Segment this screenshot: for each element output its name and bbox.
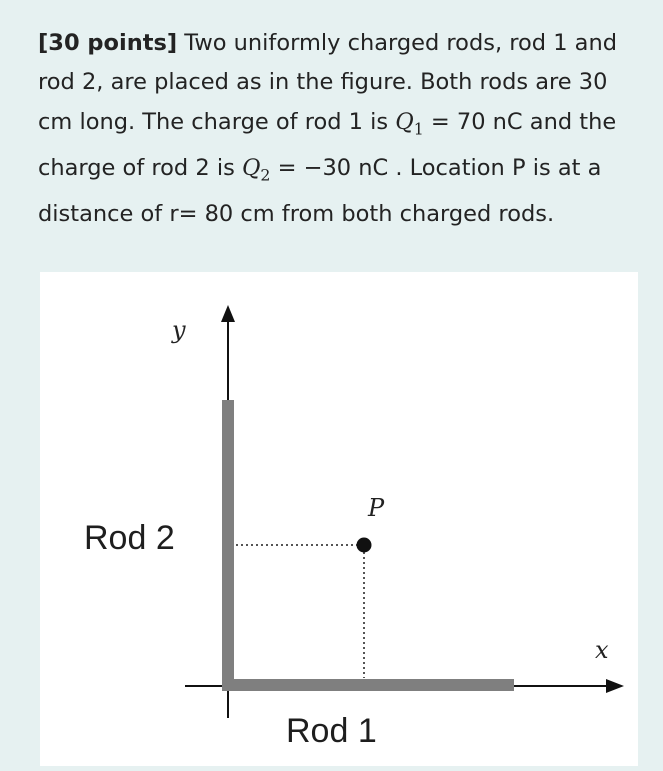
rod-1 bbox=[222, 679, 514, 691]
problem-text-part2: = 70 nC and the charge of rod 2 is bbox=[38, 108, 617, 181]
points-tag: [30 points] bbox=[38, 30, 178, 56]
q2-symbol: $Q_2$ bbox=[241, 154, 271, 185]
problem-text-part1: Two uniformly charged rods, rod 1 and rod 2, are placed as in the figure. Both rods are 30 cm long. The charge of rod 1 is bbox=[38, 30, 618, 135]
point-p-label: P bbox=[368, 494, 385, 522]
point-p-dot bbox=[357, 538, 372, 553]
rod-2-label: Rod 2 bbox=[84, 519, 175, 557]
rod-2 bbox=[222, 400, 234, 690]
x-axis-arrowhead bbox=[606, 679, 624, 693]
x-axis-label: x bbox=[595, 636, 609, 664]
q1-symbol: $Q_1$ bbox=[395, 108, 424, 139]
rods-figure bbox=[40, 272, 638, 766]
rod-1-label: Rod 1 bbox=[286, 712, 377, 750]
y-axis-label: y bbox=[172, 316, 186, 344]
y-axis-arrowhead bbox=[221, 305, 235, 322]
problem-text-part3: = −30 nC . Location P is at a distance of r= 80 cm from both charged rods. bbox=[38, 154, 602, 227]
problem-statement bbox=[38, 24, 643, 234]
